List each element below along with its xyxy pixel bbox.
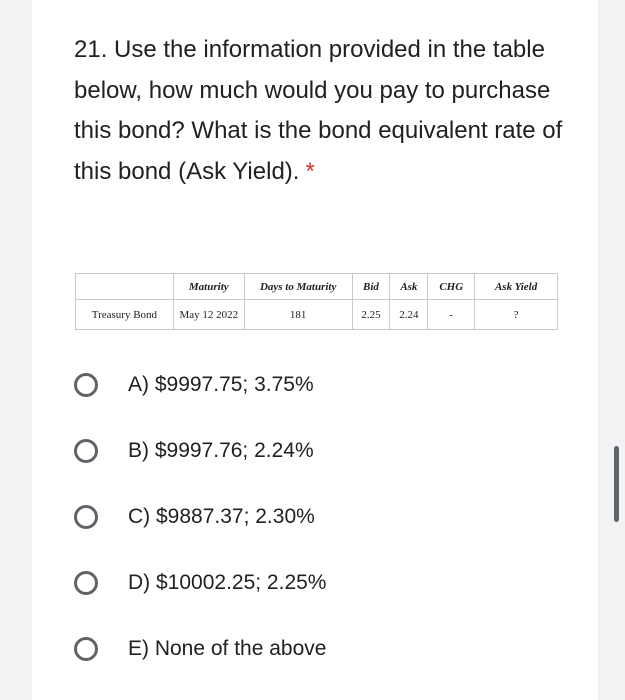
- table-header-cell: Ask: [390, 274, 428, 300]
- table-header-cell: CHG: [428, 274, 475, 300]
- radio-button-icon[interactable]: [74, 637, 98, 661]
- table-header-row: [76, 274, 558, 300]
- option-d[interactable]: [74, 550, 554, 616]
- table-cell: May 12 2022: [173, 300, 244, 330]
- radio-button-icon[interactable]: [74, 505, 98, 529]
- table-header-cell: Ask Yield: [475, 274, 558, 300]
- table-header-cell: Maturity: [173, 274, 244, 300]
- option-label[interactable]: E) None of the above: [128, 637, 327, 660]
- radio-button-icon[interactable]: [74, 373, 98, 397]
- table-cell: 2.25: [352, 300, 390, 330]
- option-b[interactable]: [74, 418, 554, 484]
- answer-options: [74, 352, 554, 682]
- question-title: [74, 30, 574, 192]
- question-card: [32, 0, 598, 700]
- option-label[interactable]: B) $9997.76; 2.24%: [128, 439, 314, 462]
- option-label[interactable]: A) $9997.75; 3.75%: [128, 373, 314, 396]
- question-text: 21. Use the information provided in the table below, how much would you pay to purchase this bond? What is the bond equivalent rate of this bond (Ask Yield).: [74, 36, 563, 185]
- table-header-cell: [76, 274, 174, 300]
- scrollbar[interactable]: [614, 446, 619, 522]
- option-label[interactable]: C) $9887.37; 2.30%: [128, 505, 315, 528]
- option-e[interactable]: [74, 616, 554, 682]
- table-header-cell: Bid: [352, 274, 390, 300]
- table-cell: 181: [244, 300, 352, 330]
- required-asterisk: *: [305, 157, 315, 185]
- table-cell: 2.24: [390, 300, 428, 330]
- table-cell: Treasury Bond: [76, 300, 174, 330]
- option-label[interactable]: D) $10002.25; 2.25%: [128, 571, 327, 594]
- table-cell: ?: [475, 300, 558, 330]
- table-header-cell: Days to Maturity: [244, 274, 352, 300]
- bond-table: [75, 273, 558, 330]
- table-cell: -: [428, 300, 475, 330]
- option-a[interactable]: [74, 352, 554, 418]
- option-c[interactable]: [74, 484, 554, 550]
- radio-button-icon[interactable]: [74, 571, 98, 595]
- radio-button-icon[interactable]: [74, 439, 98, 463]
- table-row: [76, 300, 558, 330]
